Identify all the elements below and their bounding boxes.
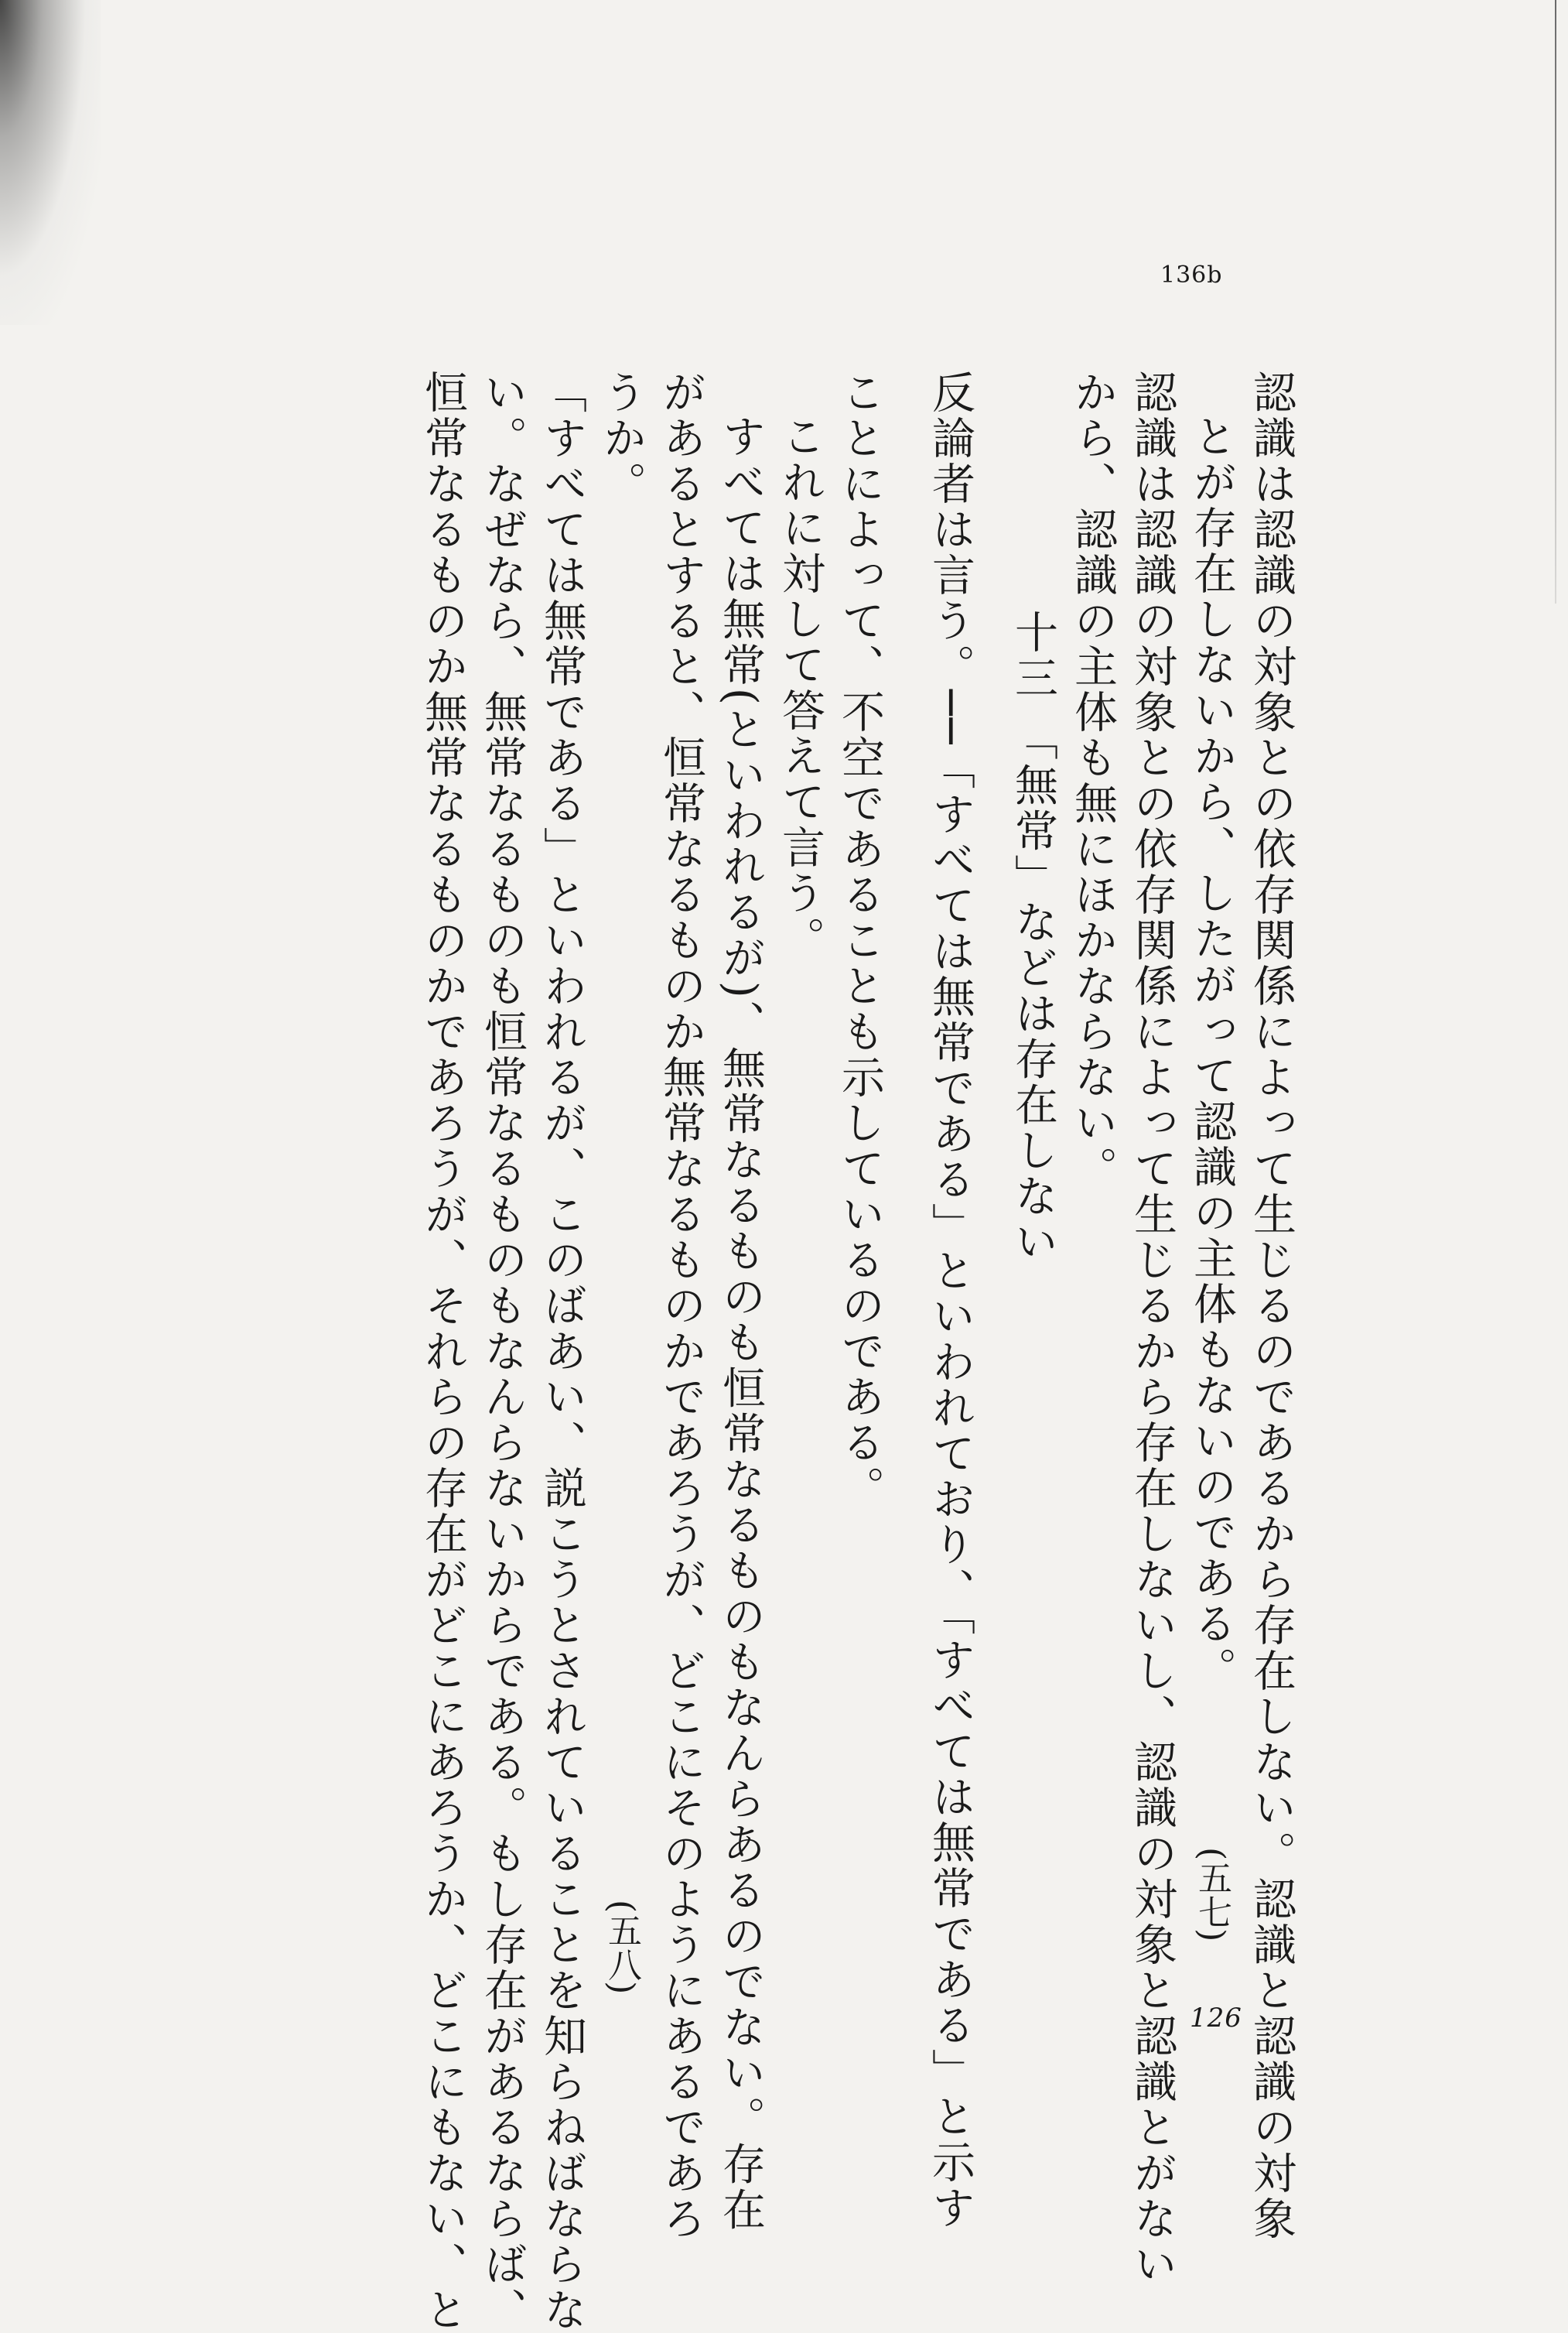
commentary-58-line-2: い。なぜなら、無常なるものも恒常なるものもなんらないからである。もし存在があるならば、	[477, 370, 528, 2333]
verse-58-line-6: うか。(五八)	[592, 370, 651, 2034]
reference-number: 136b	[1160, 262, 1223, 289]
scan-edge-shadow	[0, 0, 101, 325]
verse-57-line-2: とが存在しないから、したがって認識の主体もないのである。(五七)	[1182, 370, 1242, 2034]
verse-57-line-1: 認識は認識の対象との依存関係によって生じるのであるから存在しない。認識と認識の対象	[1246, 370, 1296, 2242]
commentary-58-line-1: 「すべては無常である」といわれるが、このばあい、説こうとされていることを知らねばならな	[537, 370, 587, 2333]
note-58: (五八)	[602, 1900, 641, 1995]
page-number: 126	[1190, 2003, 1242, 2034]
commentary-58-line-3: 恒常なるものか無常なるものかであろうが、それらの存在がどこにあろうか、どこにもない、と	[418, 370, 468, 2333]
commentary-57-line-2: から、認識の主体も無にほかならない。	[1068, 370, 1118, 1192]
verse-58-line-3: これに対して答えて言う。	[775, 414, 825, 962]
commentary-57-line-1: 認識は認識の対象との依存関係によって生じるから存在しないし、認識の対象と認識とがない	[1127, 370, 1177, 2287]
vertical-body-text	[413, 370, 1301, 2333]
verse-58-line-2: ことによって、不空であることも示しているのである。	[835, 370, 885, 1511]
verse-58-line-4: すべては無常(といわれるが)、無常なるものも恒常なるものもなんらあるのでない。存在	[716, 414, 766, 2233]
section-heading: 十三 「無常」などは存在しない	[1008, 610, 1058, 1265]
page-edge-line	[1555, 0, 1556, 604]
verse-58-line-5: があるとすると、恒常なるものか無常なるものかであろうが、どこにそのようにあるであろ	[656, 370, 706, 2242]
verse-58-line-1: 反論者は言う。──「すべては無常である」といわれており、「すべては無常である」と示す	[925, 370, 975, 2232]
note-57: (五七)	[1192, 1847, 1232, 1942]
